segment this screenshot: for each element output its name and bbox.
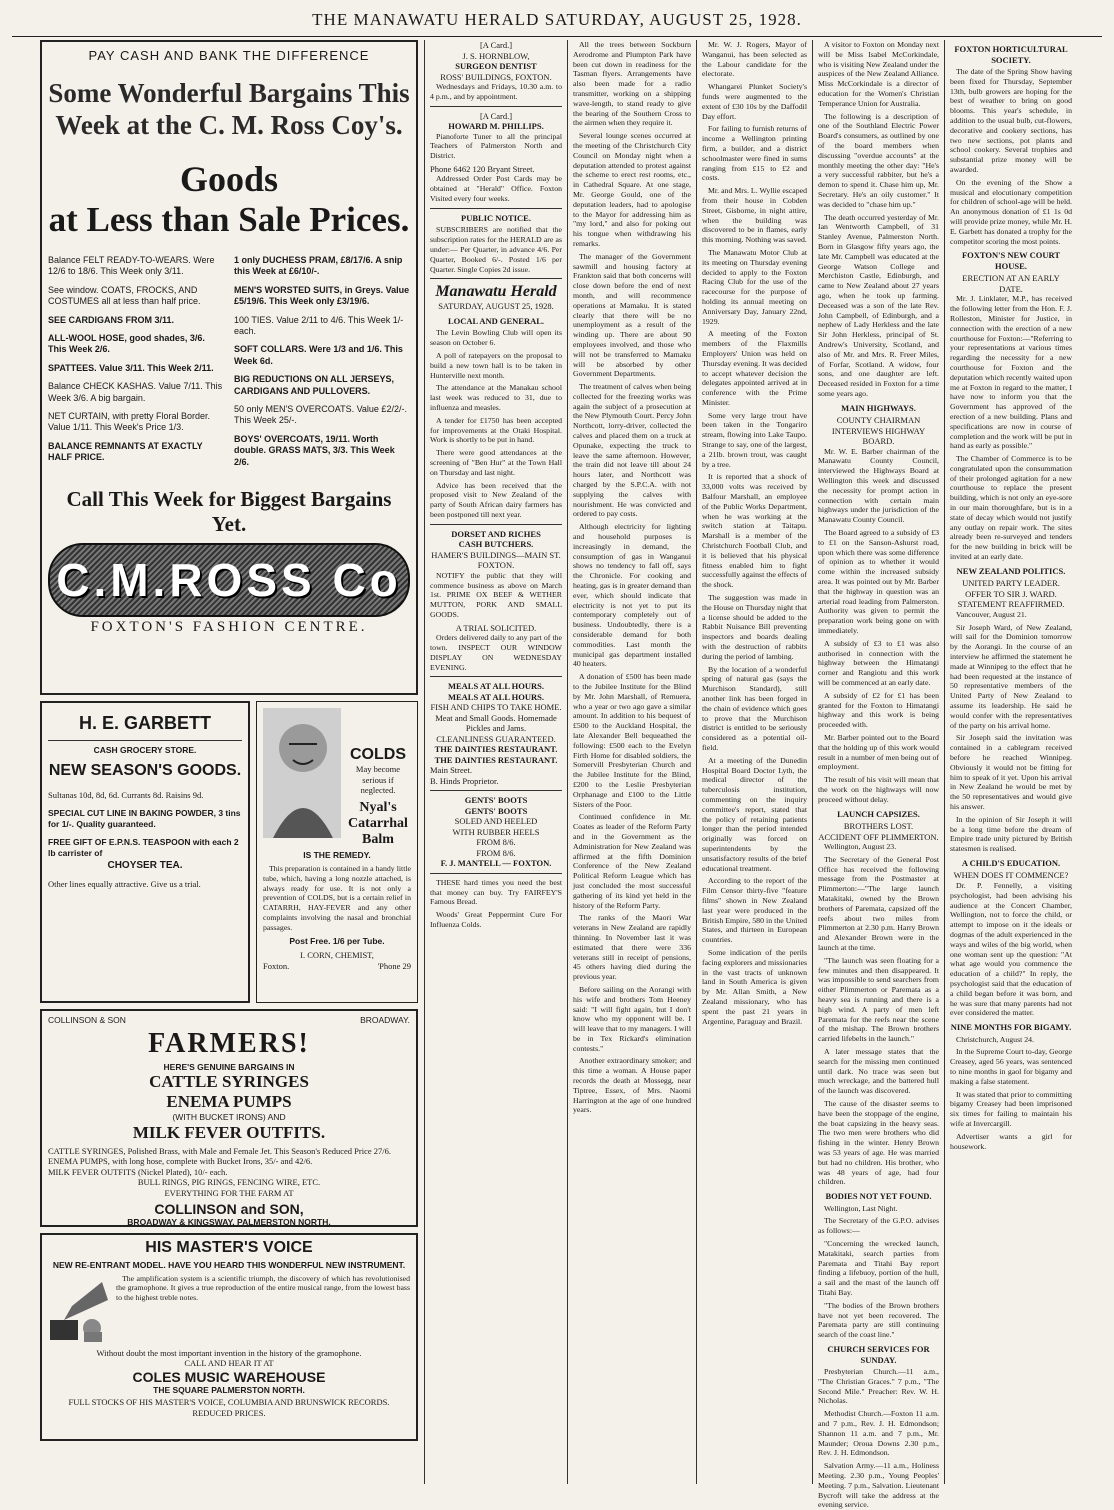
public-notice-body: SUBSCRIBERS are notified that the subscription rates for the HERALD are as under:— Per Quarter, in advance 4/6. Per Quarter, Booked 6/-. Posted 1/6 per Quarter. Single Copies 2d issue. [430,225,562,274]
classified-advert: Advertiser wants a girl for housework. [950,1131,1072,1151]
boots-line: FROM 8/6. [476,847,516,858]
news-paragraph: It is reported that a shock of 33,000 volts was received by Balfour Marshall, an employee of the Public Works Department, when he was working at the switch station at Taitapu. Marshall is a member of the Christchurch Football Club, and it is believed that his physical fitness enabled him to fight successfully against the effects of the shock. [702,472,807,590]
hmv-store-address: THE SQUARE PALMERSTON NORTH. [153,1384,305,1395]
news-paragraph: There were good attendances at the screening of "Ben Hur" at the Town Hall on Thursday and last night. [430,448,562,477]
colds-remedy: IS THE REMEDY. [303,849,371,860]
ross-item-grid [48,255,410,475]
colds-phone: 'Phone 29 [377,960,411,971]
dainties-line: FISH AND CHIPS TO TAKE HOME. [430,702,562,713]
ross-item: 1 only DUCHESS PRAM, £8/17/6. A snip this Week at £6/10/-. [234,255,403,277]
hmv-body: The amplification system is a scientific triumph, the discovery of which has revolutionised the gramophone. It gives a true reproduction of the entire musical range, from the lowest bass to the highest treble notes. [116,1273,410,1303]
local-general-heading: LOCAL AND GENERAL. [447,315,545,326]
colds-price: Post Free. 1/6 per Tube. [289,935,385,946]
column-3 [573,40,691,1484]
news-paragraph: "The launch was seen floating for a few minutes and then disappeared. It was impossible to send searchers from either Plimmerton or Paremata as a heavy sea is running and there is a high wind. A party of men left Paremata for the reefs near the scene of the mishap. The Brown brothers carried lifebelts in the launch." [818,955,939,1044]
news-paragraph: Salvation Army.—11 a.m., Holiness Meeting. 2.30 p.m., Young Peoples' Meeting. 7 p.m., Salvation. Lieutenant Bycroft will take the address at the evening service. [818,1461,939,1510]
launch-heading: LAUNCH CAPSIZES. [837,808,920,819]
news-paragraph: A meeting of the Foxton members of the Flaxmills Employers' Union was held on Thursday evening. It was decided to accept whatever decision the delegates appointed arrived at in conference with the Prime Minister. [702,329,808,407]
public-notice-heading: PUBLIC NOTICE. [461,212,531,223]
news-paragraph: A visitor to Foxton on Monday next will be Miss Isabel McCorkindale, who is visiting New Zealand under the auspices of the New Zealand Alliance. Miss McCorkindale is a director of education for the Women's Christian Temperance Union for Australia. [818,40,939,108]
news-paragraph: Advice has been received that the proposed visit to New Zealand of the party of South African dairy farmers has been postponed till next year. [430,480,562,519]
column-divider [696,40,697,1484]
boots-line: F. J. MANTELL — FOXTON. [440,858,552,869]
news-paragraph: For failing to furnish returns of income a Wellington printing firm, a builder, and a district schoolmaster were fined in sums ranging from £15 to £2 and costs. [702,124,807,183]
news-paragraph: A subsidy of £2 for £1 has been granted for the Foxton to Himatangi highway and this work is being proceeded with. [818,690,939,730]
news-paragraph: Mr. J. Linklater, M.P., has received the following letter from the Hon. F. J. Rolleston, Minister for Justice, in connection with the erection of a new courthouse for Foxton:—"Referring to your representations at various times regarding the necessity for a new courthouse for Foxton and the deputation which recently waited upon me at Foxton in regard to the matter, I have now to inform you that the Government has approved of the erection of a new building. Plans and specifications are now in course of completion and the work will be put in hand as early as possible." [950,294,1072,451]
ross-item: SEE CARDIGANS FROM 3/11. [48,314,175,325]
sneezing-man-illustration [263,708,341,838]
masthead: THE MANAWATU HERALD SATURDAY, AUGUST 25, 1928. [312,10,802,29]
news-paragraph: The Levin Bowling Club will open its season on October 6. [430,328,562,348]
news-paragraph: Mr. W. J. Rogers, Mayor of Wanganui, has been selected as the Labour candidate for the electorate. [702,40,807,79]
card-label: [A Card.] [479,110,513,121]
ross-item: See window. COATS, FROCKS, AND COSTUMES all at less than half price. [48,284,201,307]
court-house-subhead: ERECTION AT AN EARLY DATE. [962,273,1060,294]
ross-call: Call This Week for Biggest Bargains Yet. [66,487,392,537]
gramophone-dog-icon [48,1276,110,1346]
dorset-address: HAMER'S BUILDINGS—MAIN ST. FOXTON. [431,549,561,571]
farmers-top-left: COLLINSON & SON [48,1015,126,1025]
card-phone: Phone 6462 120 Bryant Street. [430,163,535,174]
news-paragraph: Wellington, Last Night. [824,1203,898,1213]
news-paragraph: "The bodies of the Brown brothers have not yet been recovered. The Paremata party are still continuing search of the coast line." [818,1300,939,1340]
news-paragraph: Christchurch, August 24. [956,1034,1034,1044]
colds-footer [263,961,411,972]
ross-subhead: at Less than Sale Prices. [48,200,410,239]
dainties-line: THE DAINTIES RESTAURANT. [434,744,558,755]
news-paragraph: Several lounge scenes occurred at the meeting of the Christchurch City Council on Monday night when a deputation attended to protest against the scheme to erect rest rooms, etc., in Cathedral Square. At one stage, Mr. George Gould, one of the deputation leaders, had to apologise to the Mayor for addressing him as "my lord," and also for poking out his tongue when withdrawing his remarks. [573,131,691,248]
garbett-headline: NEW SEASON'S GOODS. [48,761,242,779]
news-paragraph: The cause of the disaster seems to have been the stoppage of the engine, the boat capsizing in the heavy seas. The two men were brothers who did fishing in the winter. Henry Brown was 53 years of age. He was married but had no children. His brother, who was 48 years of age, had four children. [818,1099,939,1187]
news-paragraph: The suggestion was made in the House on Thursday night that a license should be added to the Rabbit Nuisance Bill preventing inspectors and boards dealing with the destruction of rabbits during the period of lambing. [702,593,807,661]
bodies-heading: BODIES NOT YET FOUND. [825,1191,932,1202]
colds-advert [256,701,418,1003]
politics-heading: NEW ZEALAND POLITICS. [956,565,1066,576]
news-paragraph: It was stated that prior to committing bigamy Creasey had been imprisoned six times for failing to maintain his wife at Invercargill. [950,1089,1072,1129]
news-paragraph: The Secretary of the General Post Office has received the following message from the Postmaster at Plimmerton:—"The large launch Matakitaki, owned by the Brown brothers of Paremata, capsized off the reefs about two miles from Plimmerton at 2.30 p.m. Harry Brown and Alexander Brown were in the launch at the time. [818,854,939,953]
dainties-line: CLEANLINESS GUARANTEED. [436,733,556,744]
news-paragraph: The Board agreed to a subsidy of £3 to £1 on the Sanson-Ashurst road, upon which there was some difference of opinion as to whether it would come within the increased subsidy area. It was pointed out by Mr. Barber that the highway in question was an arterial road leading from Palmerston. Authority was given to permit the preparation work being gone on with immediately. [818,528,939,636]
news-paragraph: The Chamber of Commerce is to be congratulated upon the consummation of their prolonged agitation for a new courthouse to replace the present building, which is not only an eye-sore in our main thoroughfare, but is in a state of decay which would not justify any outlay on repair work. The sites already been re-surveyed and tenders for the new building in brick will be invited at an early date. [950,454,1072,562]
news-paragraph: The attendance at the Manakau school last week was reduced to 31, due to influenza and measles. [430,383,562,412]
hmv-footer: FULL STOCKS OF HIS MASTER'S VOICE, COLUMBIA AND BRUNSWICK RECORDS. REDUCED PRICES. [68,1397,390,1418]
card-address: ROSS' BUILDINGS, FOXTON. [440,71,552,82]
dorset-trial: A TRIAL SOLICITED. [455,622,537,633]
news-paragraph: Although electricity for lighting and household purposes is increasingly in demand, the consumption of gas in Wanganui shows no tendency to fall off, says the Chronicle. For cooking and heating, gas is in greater demand than ever, which should indicate that electricity is not yet to put its contemporary completely out of business. Undoubtedly, there is a considerable demand for both commodities. Last month the municipal gas department installed 40 heaters. [573,522,691,669]
column-divider [944,40,945,1484]
boots-line: SOLED AND HEELED [454,816,538,827]
ross-tagline: FOXTON'S FASHION CENTRE. [90,619,368,636]
farmers-address: BROADWAY & KINGSWAY, PALMERSTON NORTH. [127,1217,331,1227]
news-paragraph: "Concerning the wrecked launch, Matakitaki, search parties from Paremata and Titahi Bay report finding a lifebuoy, portion of the hull, a sail and the mast of the launch off Titahi Bay. [818,1239,939,1298]
news-paragraph: Some very large trout have been taken in the Tongariro stream, flowing into Lake Taupo. Strange to say, one of the largest, a 21lb. brown trout, was caught by a tree. [702,410,807,469]
child-education-heading: A CHILD'S EDUCATION. [961,857,1061,868]
child-education-subhead: WHEN DOES IT COMMENCE? [953,870,1069,881]
colds-body: This preparation is contained in a handy little tube, which, having a long nozzle attached, is always ready for use. It is not only a prevention of COLDS, but is a certain relief in CATARRH, HAY-FEVER and any other complaints involving the nasal and bronchial passages. [263,864,411,932]
dainties-line: Meat and Small Goods. Homemade Pickles and Jams. [435,712,557,734]
news-paragraph: Some indication of the perils facing explorers and missionaries in the vast tracts of unknown land in South America is given by Mr. Allan Smith, a New Zealand missionary, who has spent the past 21 years in Argentine, Paraguay and Brazil. [702,947,807,1026]
garbett-line: CHOYSER TEA. [107,860,183,871]
boots-line: GENTS' BOOTS [464,805,528,816]
colds-product: Nyal's Catarrhal Balm [348,799,408,847]
masthead-rule [12,36,1102,37]
column-divider [567,40,568,1484]
court-house-heading: FOXTON'S NEW COURT HOUSE. [961,250,1061,271]
card-name: HOWARD M. PHILLIPS. [448,121,544,132]
news-paragraph: The result of his visit will mean that the work on the highways will now proceed without delay. [818,775,939,804]
column-2 [430,40,562,1484]
news-paragraph: The treatment of calves when being collected for the freezing works was again the subject of a prosecution at the New Plymouth Court. Percy John Northcott, lorry-driver, collected the calves and placed them on a truck at Opunake, expecting the truck to leave the same afternoon. However, the train did not leave till about 24 hours later, and Northcott was charged by the S.P.C.A. with not supplying the calves with nourishment. He was convicted and ordered to pay costs. [573,382,691,519]
news-paragraph: All the trees between Sockburn Aerodrome and Plumpton Park have been cut down in readiness for the Tasman flyers. Arrangements have also been made for a radio transmitter, working on a shipping wave-length, to stand ready to give the bearing of the Southern Cross to the airmen when they require it. [573,40,691,128]
main-highways-subhead: COUNTY CHAIRMAN INTERVIEWS HIGHWAY BOARD. [831,415,926,447]
farmers-sub: HERE'S GENUINE BARGAINS IN [163,1061,295,1072]
ross-item: SPATTEES. Value 3/11. This Week 2/11. [48,362,214,373]
ross-item: ALL-WOOL HOSE, good shades, 3/6. This Week 2/6. [48,333,205,355]
column-4 [702,40,807,1484]
news-paragraph: Methodist Church.—Foxton 11 a.m. and 7 p.m., Rev. J. H. Edmondson; Shannon 11 a.m. and 7 p.m., Mr. Maunder; Oroua Downs 2.30 p.m., Rev. J. H. Edmondson. [818,1409,939,1458]
dainties-line: Main Street. [430,765,473,776]
news-paragraph: A later message states that the search for the missing men continued until dark. No trace was seen but much wreckage, and the battered hull of the launch was discovered. [818,1047,939,1096]
bread-advert: THESE hard times you need the best that money can buy. Try FAIRFEY'S Famous Bread. [430,877,562,907]
news-paragraph: A subsidy of £3 to £1 was also authorised in connection with the highway between the Himatangi corner and Rangiotu and this work will be commenced at an early date. [818,638,939,688]
ross-logo-banner: C.M.ROSS Co [48,543,410,617]
advert-column [40,40,418,1484]
hmv-call: CALL AND HEAR IT AT [184,1358,274,1368]
colds-chemist: I. CORN, CHEMIST, [300,950,374,961]
farmers-top [48,1015,410,1026]
dorset-body: NOTIFY the public that they will commence business as above on March 1st. PRIME OX BEEF & WETHER MUTTON, PORK AND SMALL GOODS. [430,570,562,619]
dainties-line: THE DAINTIES RESTAURANT. [434,754,558,765]
news-paragraph: The death occurred yesterday of Mr. Ian Wentworth Campbell, of 31 Stanley Avenue, Palmerston North. Born in Glasgow fifty years ago, the late Mr. Campbell was educated at the George Watson College and Merchiston Castle, Edinburgh, and came to New Zealand about 27 years ago, when he took up farming. Deceased was a son of the late Rev. John Campbell, of Edinburgh, and a nephew of Lady Herkless and the late Sir John Herkless, principal of St. Andrew's University, Scotland, and also of Mr. and Mrs. R. Freer Miles, of Forfar, Scotland. A widow, four sons, and one daughter are left. Deceased resided in Foxton for a time some years ago. [818,212,939,398]
news-paragraph: A poll of ratepayers on the proposal to build a new town hall is to be taken in Hunterville next month. [430,350,562,380]
garbett-sub: CASH GROCERY STORE. [93,745,197,755]
boots-line: GENTS' BOOTS [464,795,528,806]
farmers-small: (WITH BUCKET IRONS) AND [172,1112,286,1122]
news-paragraph: The date of the Spring Show having been fixed for Thursday, September 13th, bulb growers are hoping for the best of weather to bring on good blooms. This year's schedule, in addition to the usual bulb, cut-flowers, decorative and cookery sections, has two new sections, pot plants and school cookery. Several trophies and substantial prize money will be awarded. [950,67,1072,174]
card-title: SURGEON DENTIST [455,61,537,71]
ross-item: BALANCE REMNANTS AT EXACTLY HALF PRICE. [48,440,203,463]
news-paragraph: Another extraordinary smoker; and this time a woman. A House paper records the death at Mossegg, near Tiptree, Essex, of Mrs. Naomi Harrington at the age of one hundred years. [573,1056,691,1115]
hmv-store: COLES MUSIC WAREHOUSE [132,1368,326,1385]
ross-item: Balance FELT READY-TO-WEARS. Were 12/6 to 18/6. This Week only 3/11. [48,255,215,277]
ross-item: MEN'S WORSTED SUITS, in Greys. Value £5/19/6. This Week only £3/19/6. [234,284,410,307]
farmers-body [48,1146,410,1199]
farmers-headline: FARMERS! [148,1027,310,1059]
farmers-body-line: EVERYTHING FOR THE FARM AT [164,1187,294,1198]
news-paragraph: On the evening of the Show a musical and elocutionary competition for children of school-age will be held. An anonymous donation of £1 1s 0d will provide prize money, while Mr. H. E. Garbett has donated a trophy for the competitor scoring the most points. [950,177,1072,246]
garbett-line: FREE GIFT OF E.P.N.S. TEASPOON with each 2 lb carrister of [48,837,239,858]
news-paragraph: At a meeting of the Dunedin Hospital Board Doctor Lyth, the medical director of the tuberculosis institution, commenting on the inquiry committee's report, stated that the policy of retaining patients longer than the period intended originally was forced on superintendents by the unsatisfactory results of the brief educational treatment. [702,755,807,873]
dorset-body: Orders delivered daily to any part of the town. INSPECT OUR WINDOW DISPLAY ON WEDNESDAY EVENING. [430,633,562,672]
farmers-big: ENEMA PUMPS [166,1092,292,1111]
column-5 [818,40,939,1510]
card-name: J. S. HORNBLOW, [462,50,530,61]
news-paragraph: In the Supreme Court to-day, George Creasey, aged 56 years, was sentenced to nine months in gaol for bigamy and making a false statement. [950,1047,1072,1086]
news-paragraph: A donation of £500 has been made to the Jubilee Institute for the Blind by Mr. John Marshall, of Remuera, who a year or two ago gave a similar amount. In addition to his bequest of £500 to the Auckland Hospital, the late Alexander Bell bequeathed the following: £500 each to the Evelyn Firth Home for disabled soldiers, the Somervill Presbyterian Church and the Jubilee Institute for the Blind, £200 to the Leslie Presbyterian Orphanage and £100 to the Little Sisters of the Poor. [573,672,691,809]
column-divider [424,40,425,1484]
hmv-body2: Without doubt the most important invention in the history of the gramophone. [96,1347,362,1358]
farmers-big: MILK FEVER OUTFITS. [132,1122,326,1142]
garbett-line: Other lines equally attractive. Give us a trial. [48,879,201,889]
ross-top-line: PAY CASH AND BANK THE DIFFERENCE [88,48,370,63]
news-paragraph: By the location of a wonderful spring of natural gas (says the Murchison Standard), still another link has been forged in the chain of evidence which goes to prove that the Murchison district is entitled to be seriously considered as a potential oil-field. [702,664,807,752]
garbett-advert [40,701,250,1003]
news-paragraph: According to the report of the Film Censor thirty-five "feature films" shown in New Zealand last year were produced in the British Empire, 580 in the United States, and thirteen in European countries. [702,876,807,945]
farmers-top-right: BROADWAY. [360,1015,410,1025]
card-body: Pianoforte Tuner to all the principal Teachers of Palmerston North and District. [430,131,562,161]
politics-subhead: STATEMENT REAFFIRMED. [957,599,1065,610]
news-paragraph: The Manawatu Motor Club at its meeting on Thursday evening decided to apply to the Foxton Racing Club for the use of the racecourse for the purpose of holding its annual meeting on Anniversary Day, January 22nd, 1929. [702,247,807,326]
card-label: [A Card.] [479,40,513,50]
news-paragraph: Wellington, August 23. [824,842,897,852]
ross-goods: Goods [179,159,279,199]
card-hours: Wednesdays and Fridays, 10.30 a.m. to 4 p.m., and by appointment. [430,82,562,101]
boots-line: FROM 8/6. [476,837,516,848]
launch-subhead: BROTHERS LOST. [843,821,914,832]
news-paragraph: Sir Joseph said the invitation was contained in a cablegram received before he reached Winnipeg. Obviously it would not be fitting for him to speak of it yet. Upon his arrival in New Zealand he would be met by the 50 representatives and would give his answer. [950,733,1072,811]
farmers-footer: COLLINSON and SON, [154,1201,304,1217]
ross-item: SOFT COLLARS. Were 1/3 and 1/6. This Week 6d. [234,344,403,366]
dainties-line: MEALS AT ALL HOURS. [447,681,545,692]
ross-item: NET CURTAIN, with pretty Floral Border. Value 1/11. This Week's Price 1/3. [48,411,211,433]
news-paragraph: The following is a description of one of the Southland Electric Power Board's consumers, as outlined by one of the board members when discussing "overdue accounts" at the monthly meeting the other day: "He's a very successful rabbiter, but he's a demon to spend it. Chase him up, Mr. Secretary. He's an oily customer." It was decided to "chase him up." [818,111,939,209]
ross-advert [40,40,418,695]
launch-subhead: ACCIDENT OFF PLIMMERTON. [818,831,939,842]
news-paragraph: Dr. P. Fennelly, a visiting psychologist, had been advising his audience at the Concert Chamber, Wellington, not to force the child, or attempt to impose on it the ideals or dogmas of the adult experienced in the ways and wiles of the big world, when one woman sent up the question: "At what age would you commence the education of a child?" In reply, the psychologist said that the education of a child began before it was born, and he was sure that many parents had not ever considered the matter. [950,880,1072,1018]
paper-date: SATURDAY, AUGUST 25, 1928. [438,301,554,312]
news-paragraph: Continued confidence in Mr. Coates as leader of the Reform Party and in the Government as the Administration for New Zealand was affirmed at the fifth Dominion Conference of the New Zealand Political Reform League which has just concluded the most successful gathering of its kind yet held in the history of the Reform Party. [573,812,691,910]
colds-sub: May become serious if neglected. [355,764,401,795]
farmers-advert [40,1009,418,1227]
hmv-advert [40,1233,418,1441]
main-highways-heading: MAIN HIGHWAYS. [841,402,916,413]
dainties-line: MEALS AT ALL HOURS. [447,691,545,702]
ross-item: BOYS' OVERCOATS, 19/11. Worth double. GRASS MATS, 3/3. This Week 2/6. [234,433,395,467]
farmers-body-line: MILK FEVER OUTFITS (Nickel Plated), 10/- each. [48,1166,228,1177]
paper-title: Manawatu Herald [435,283,557,301]
news-paragraph: Mr. W. E. Barber chairman of the Manawatu County Council, interviewed the Highways Board at Wellington this week and discussed the necessity for prompt action in connection with certain main highways under the jurisdiction of the Manawatu County Council. [818,446,939,525]
farmers-body-line: BULL RINGS, PIG RINGS, FENCING WIRE, ETC. [137,1177,321,1187]
ross-items-left [48,255,224,475]
ross-item: BIG REDUCTIONS ON ALL JERSEYS, CARDIGANS AND PULLOVERS. [234,374,395,396]
dainties-line: B. Hinds Proprietor. [430,775,499,786]
church-services-heading: CHURCH SERVICES FOR SUNDAY. [827,1344,930,1365]
news-paragraph: In the opinion of Sir Joseph it will be a long time before the dream of Empire trade unity pictured by British statesmen is realised. [950,814,1072,854]
news-paragraph: The Secretary of the G.P.O. advises as follows:— [818,1216,939,1236]
news-paragraph: Whangarei Plunket Society's funds were augmented to the extent of £30 10s by the Daffodil Day effort. [702,82,807,121]
garbett-name: H. E. GARBETT [78,713,211,733]
boots-line: WITH RUBBER HEELS [452,826,540,837]
news-paragraph: The ranks of the Maori War veterans in New Zealand are rapidly thinning. In November last it was estimated that there were 336 veterans still in receipt of pensions, 45 others having died during the previous year. [573,913,691,982]
politics-subhead: UNITED PARTY LEADER. [962,578,1060,589]
news-paragraph: Vancouver, August 21. [956,609,1027,619]
farmers-big: CATTLE SYRINGES [149,1072,309,1091]
bigamy-heading: NINE MONTHS FOR BIGAMY. [950,1022,1072,1033]
news-paragraph: Presbyterian Church.—11 a.m., "The Christian Graces." 7 p.m., "The Second Mile." Preacher: Rev. W. H. Nicholas. [818,1367,939,1406]
dorset-sub: CASH BUTCHERS. [458,539,534,550]
garbett-line: Sultanas 10d, 8d, 6d. Currants 8d. Raisins 9d. [48,789,204,800]
ross-item: 100 TIES. Value 2/11 to 4/6. This Week 1/- each. [234,314,404,337]
farmers-body-line: CATTLE SYRINGES, Polished Brass, with Male and Female Jet. This Season's Reduced Price 27/6. [48,1145,391,1156]
colds-place: Foxton. [263,960,290,971]
hmv-sub: NEW RE-ENTRANT MODEL. HAVE YOU HEARD THIS WONDERFUL NEW INSTRUMENT. [52,1260,406,1270]
garbett-line: SPECIAL CUT LINE IN BAKING POWDER, 3 tins for 1/-. Quality guaranteed. [48,808,241,829]
column-6 [950,40,1072,1484]
news-paragraph: Sir Joseph Ward, of New Zealand, will sail for the Dominion tomorrow by the Aorangi. In the course of an interview he affirmed the statement he made at Winnipeg to the effect that he had been requested at the instance of 50 representative members of the United Party of New Zealand to assume its leadership. He said he would confer with the representatives of the party on his arrival home. [950,622,1072,730]
news-paragraph: Mr. and Mrs. L. Wyllie escaped from their house in Cobden Street, Gisborne, in night attire, when the building was discovered to be in flames, early this morning. Nothing was saved. [702,186,807,245]
politics-subhead: OFFER TO SIR J. WARD. [965,588,1057,599]
advert-row [40,701,418,1003]
horticultural-heading: FOXTON HORTICULTURAL SOCIETY. [954,44,1068,65]
dorset-heading: DORSET AND RICHES [451,528,541,539]
ross-item: 50 only MEN'S OVERCOATS. Value £2/2/-. This Week 25/-. [234,404,407,426]
colds-headline: COLDS [350,746,406,763]
farmers-body-line: ENEMA PUMPS, with long hose, complete with Bucket Irons, 35/- and 42/6. [48,1156,313,1166]
ross-item: Balance CHECK KASHAS. Value 7/11. This Week 3/6. A big bargain. [48,381,223,403]
peppermint-advert: Woods' Great Peppermint Cure For Influenza Colds. [430,910,562,930]
news-paragraph: A tender for £1750 has been accepted for improvements at the Otaki Hospital. Work is shortly to be put in hand. [430,415,562,445]
ross-headline: Some Wonderful Bargains This Week at the C. M. Ross Coy's. [48,78,410,140]
news-paragraph: Before sailing on the Aorangi with his wife and brothers Tom Heeney said: "I will fight again, but I don't know who my opponent will be. I will leave that to my managers. I will be in Tex Rickard's elimination contests." [573,984,691,1053]
card-body: Addressed Order Post Cards may be obtained at "Herald" Office. Foxton Visited every four weeks. [430,174,562,204]
ross-items-right [234,255,410,475]
news-paragraph: The manager of the Government sawmill and housing factory at Frankton said that both concerns will close down before the end of next month, and will recommence operations at Mamaku. It is stated clearly that there will be no unemployment as a result of the winding up. There are about 90 employees involved, and those who will not be transferred to Mamaku will be absorbed by other Government Departments. [573,251,691,379]
news-paragraph: Mr. Barber pointed out to the Board that the holding up of this work would result in a number of men being out of employment. [818,733,939,772]
column-divider [812,40,813,1484]
hmv-headline: HIS MASTER'S VOICE [145,1239,313,1256]
